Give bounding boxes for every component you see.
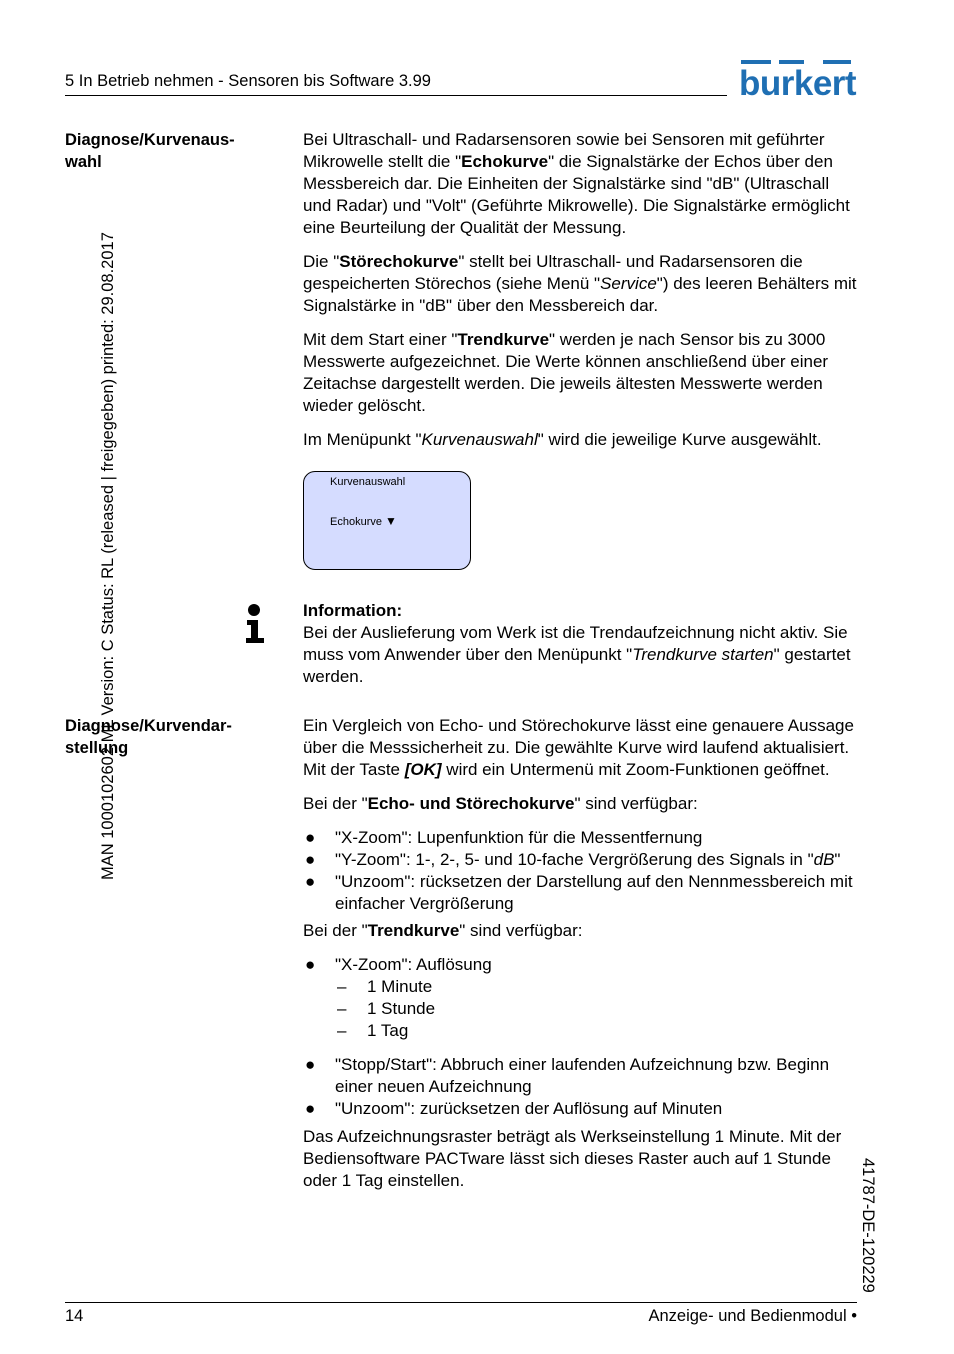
sublist-item <box>303 976 859 998</box>
text: 1 Minute <box>367 977 433 996</box>
list-item <box>303 1054 859 1098</box>
heading-line: wahl <box>65 153 102 171</box>
bullet-icon: ● <box>305 872 316 891</box>
text: Bei Ultraschall- und Radarsensoren sowie bei Sensoren mit geführter Mikrowelle stellt die " <box>303 130 825 171</box>
text: " sind verfügbar: <box>459 921 583 940</box>
text: 1 Stunde <box>367 999 436 1018</box>
footer-title-text: Anzeige- und Bedienmodul <box>648 1307 847 1325</box>
text: Im Menüpunkt " <box>303 430 422 449</box>
term-trendkurve: Trendkurve <box>367 921 460 940</box>
term-echokurve: Echokurve <box>461 152 549 171</box>
text: "Y-Zoom": 1-, 2-, 5- und 10-fache Vergrößerung des Signals in " <box>335 850 814 869</box>
paragraph <box>303 920 859 942</box>
list-item <box>303 871 859 915</box>
section2-body <box>303 715 859 1204</box>
term-echo-stoerechokurve: Echo- und Störechokurve <box>367 794 575 813</box>
paragraph <box>303 251 859 317</box>
text: " gestartet werden. <box>303 645 851 686</box>
text: " sind verfügbar: <box>574 794 698 813</box>
bullet-list-trend-more <box>303 1054 859 1120</box>
dash-icon: – <box>337 977 347 996</box>
text: " die Signalstärke der Echos über den Messbereich dar. Die Einheiten der Signalstärke sind "dB" (Ultraschall und Radar) und "Volt" (Geführte Mikrowelle). Die Signalstärke ermöglicht eine Beurteilung der Qualität der Messung. <box>303 152 850 237</box>
text: " wird die jeweilige Kurve ausgewählt. <box>537 430 822 449</box>
heading-line: Diagnose/Kurvendar- <box>65 717 232 735</box>
section-heading-curve-display <box>65 715 265 759</box>
menu-trendkurve-starten: Trendkurve starten <box>632 645 774 664</box>
text: Mit dem Start einer " <box>303 330 458 349</box>
text: 1 Tag <box>367 1021 409 1040</box>
menu-service: Service <box>600 274 657 293</box>
paragraph <box>303 429 859 451</box>
sublist-item <box>303 998 859 1020</box>
text: "X-Zoom": Lupenfunktion für die Messentfernung <box>335 828 703 847</box>
text: "X-Zoom": Auflösung <box>335 955 492 974</box>
list-item <box>303 954 859 976</box>
paragraph <box>303 329 859 417</box>
bullet-icon: ● <box>305 1055 316 1074</box>
bullet-icon: ● <box>305 828 316 847</box>
bullet-icon: ● <box>305 1099 316 1118</box>
heading-line: stellung <box>65 739 129 757</box>
text: Bei der " <box>303 921 368 940</box>
footer-title <box>648 1307 857 1326</box>
section-heading-curve-selection <box>65 129 265 173</box>
bullet-icon: ● <box>305 850 316 869</box>
info-icon <box>244 603 266 643</box>
text: "Unzoom": rücksetzen der Darstellung auf den Nennmessbereich mit einfacher Vergrößerung <box>335 872 853 913</box>
display-title: Kurvenauswahl <box>330 476 406 488</box>
header-rule <box>65 95 727 96</box>
text: " <box>834 850 841 869</box>
display-value-text: Echokurve <box>330 516 382 528</box>
text: Die " <box>303 252 340 271</box>
paragraph <box>303 129 859 239</box>
text: Bei der " <box>303 794 368 813</box>
logo-wordmark: burkert <box>739 64 857 103</box>
text: Ein Vergleich von Echo- und Störechokurve lässt eine genauere Aussage über die Messsicherheit zu. Die gewählte Kurve wird laufend aktualisiert. Mit der Taste <box>303 716 854 779</box>
section1-body <box>303 129 859 463</box>
text: " werden je nach Sensor bis zu 3000 Messwerte aufgezeichnet. Die Werte können anschließend über einer Zeitachse dargestellt werden. Die jeweils ältesten Messwerte werden wieder gelöscht. <box>303 330 829 415</box>
paragraph: Das Aufzeichnungsraster beträgt als Werkseinstellung 1 Minute. Mit der Bediensoftware PACTware lässt sich dieses Raster auch auf 1 Stunde oder 1 Tag einstellen. <box>303 1127 842 1190</box>
heading-line: Diagnose/Kurvenaus- <box>65 131 235 149</box>
text: "Unzoom": zurücksetzen der Auflösung auf Minuten <box>335 1099 723 1118</box>
list-item <box>303 827 859 849</box>
footer-rule <box>65 1302 857 1303</box>
list-item <box>303 1098 859 1120</box>
text: ") des leeren Behälters mit Signalstärke in "dB" über den Messbereich dar. <box>303 274 857 315</box>
menu-kurvenauswahl: Kurvenauswahl <box>421 430 538 449</box>
key-ok: [OK] <box>404 760 442 779</box>
resolution-sublist <box>303 976 859 1042</box>
text: wird ein Untermenü mit Zoom-Funktionen geöffnet. <box>441 760 830 779</box>
bullet-icon: ● <box>305 955 316 974</box>
text: Bei der Auslieferung vom Werk ist die Trendaufzeichnung nicht aktiv. Sie muss vom Anwender über den Menüpunkt " <box>303 623 848 664</box>
footer-bullet: • <box>851 1307 857 1325</box>
dash-icon: – <box>337 999 347 1018</box>
info-block <box>303 600 859 688</box>
bullet-list-trend <box>303 954 859 976</box>
display-screen <box>303 471 471 570</box>
paragraph <box>303 715 859 781</box>
print-status-stamp: MAN 1000102602 ML Version: C Status: RL (released | freigegeben) printed: 29.08.2017 <box>99 232 117 880</box>
running-header: 5 In Betrieb nehmen - Sensoren bis Software 3.99 <box>65 72 431 90</box>
paragraph <box>303 793 859 815</box>
dropdown-arrow-icon: ▼ <box>385 514 397 528</box>
display-value <box>330 514 397 528</box>
text: " stellt bei Ultraschall- und Radarsensoren die gespeicherten Störechos (siehe Menü " <box>303 252 803 293</box>
term-trendkurve: Trendkurve <box>457 330 550 349</box>
term-stoerechokurve: Störechokurve <box>339 252 459 271</box>
dash-icon: – <box>337 1021 347 1040</box>
sublist-item <box>303 1020 859 1042</box>
document-number: 41787-DE-120229 <box>859 1158 877 1293</box>
info-title: Information: <box>303 601 403 620</box>
unit-db: dB <box>813 850 835 869</box>
page-number: 14 <box>65 1307 84 1325</box>
list-item <box>303 849 859 871</box>
text: "Stopp/Start": Abbruch einer laufenden Aufzeichnung bzw. Beginn einer neuen Aufzeichnung <box>335 1055 830 1096</box>
brand-logo <box>739 60 859 103</box>
bullet-list-echo <box>303 827 859 915</box>
